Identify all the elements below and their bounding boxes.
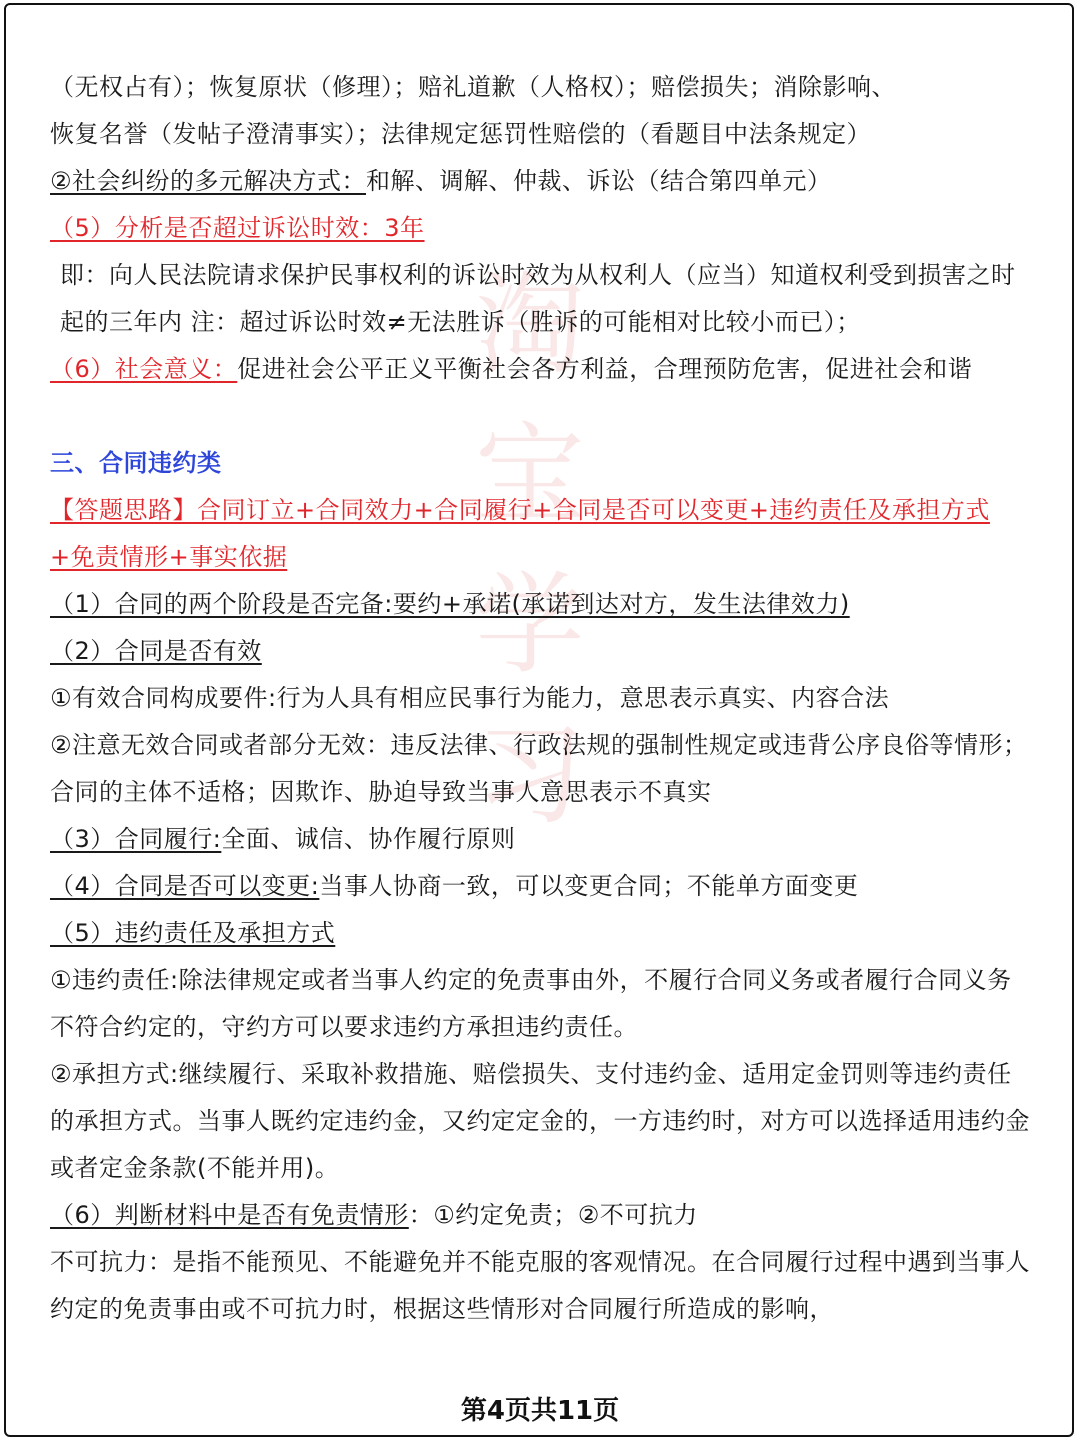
spacer (50, 393, 1035, 440)
text-line (50, 581, 1035, 628)
text-line (50, 628, 1035, 675)
paragraph: 即：向人民法院请求保护民事权利的诉讼时效为从权利人（应当）知道权利受到损害之时起的三年内 注：超过诉讼时效≠无法胜诉（胜诉的可能相对比较小而已）； (60, 261, 1016, 336)
paragraph: ②承担方式:继续履行、采取补救措施、赔偿损失、支付违约金、适用定金罚则等违约责任的承担方式。当事人既约定违约金，又约定定金的，一方违约时，对方可以选择适用违约金或者定金条款(不能并用)。 (50, 1060, 1030, 1182)
text-span: 促进社会公平正义平衡社会各方利益，合理预防危害，促进社会和谐 (237, 355, 973, 383)
text-span: 当事人协商一致，可以变更合同；不能单方面变更 (319, 872, 859, 900)
subheading-underlined: ②社会纠纷的多元解决方式： (50, 167, 367, 195)
answer-approach: 【答题思路】合同订立+合同效力+合同履行+合同是否可以变更+违约责任及承担方式+免责情形+事实依据 (50, 496, 990, 571)
paragraph (50, 346, 1035, 393)
subheading-underlined: （1）合同的两个阶段是否完备:要约+承诺(承诺到达对方，发生法律效力) (50, 590, 850, 618)
subheading-underlined: （2）合同是否有效 (50, 637, 262, 665)
subheading-underlined: （5）违约责任及承担方式 (50, 919, 336, 947)
text-span: 和解、调解、仲裁、诉讼（结合第四单元） (366, 167, 832, 195)
document-body (50, 64, 1035, 1333)
subheading-underlined: （3）合同履行: (50, 825, 222, 853)
text-span: 全面、诚信、协作履行原则 (221, 825, 516, 853)
paragraph: ①违约责任:除法律规定或者当事人约定的免责事由外，不履行合同义务或者履行合同义务不符合约定的，守约方可以要求违约方承担违约责任。 (50, 966, 1012, 1041)
red-subheading: （6）社会意义： (50, 355, 238, 383)
text-line (50, 910, 1035, 957)
page-number: 第4页共11页 (460, 1396, 620, 1426)
text-span: ：①约定免责；②不可抗力 (408, 1201, 698, 1229)
text-line (50, 205, 1035, 252)
section-heading: 三、合同违约类 (50, 449, 222, 477)
text-line (50, 158, 1035, 205)
watermark: 淘宝学习 (475, 261, 585, 839)
text-line (50, 816, 1035, 863)
subheading-underlined: （4）合同是否可以变更: (50, 872, 320, 900)
red-subheading: （5）分析是否超过诉讼时效：3年 (50, 214, 425, 242)
text-line: ①有效合同构成要件:行为人具有相应民事行为能力，意思表示真实、内容合法 (50, 684, 890, 712)
text-line (50, 1192, 1035, 1239)
text-line (50, 863, 1035, 910)
paragraph: 不可抗力：是指不能预见、不能避免并不能克服的客观情况。在合同履行过程中遇到当事人约定的免责事由或不可抗力时，根据这些情形对合同履行所造成的影响， (50, 1248, 1030, 1323)
text-line: 恢复名誉（发帖子澄清事实）；法律规定惩罚性赔偿的（看题目中法条规定） (50, 120, 871, 148)
text-line: （无权占有）；恢复原状（修理）；赔礼道歉（人格权）；赔偿损失；消除影响、 (50, 73, 896, 101)
paragraph: ②注意无效合同或者部分无效：违反法律、行政法规的强制性规定或违背公序良俗等情形；合同的主体不适格；因欺诈、胁迫导致当事人意思表示不真实 (50, 731, 1028, 806)
subheading-underlined: （6）判断材料中是否有免责情形 (50, 1201, 409, 1229)
